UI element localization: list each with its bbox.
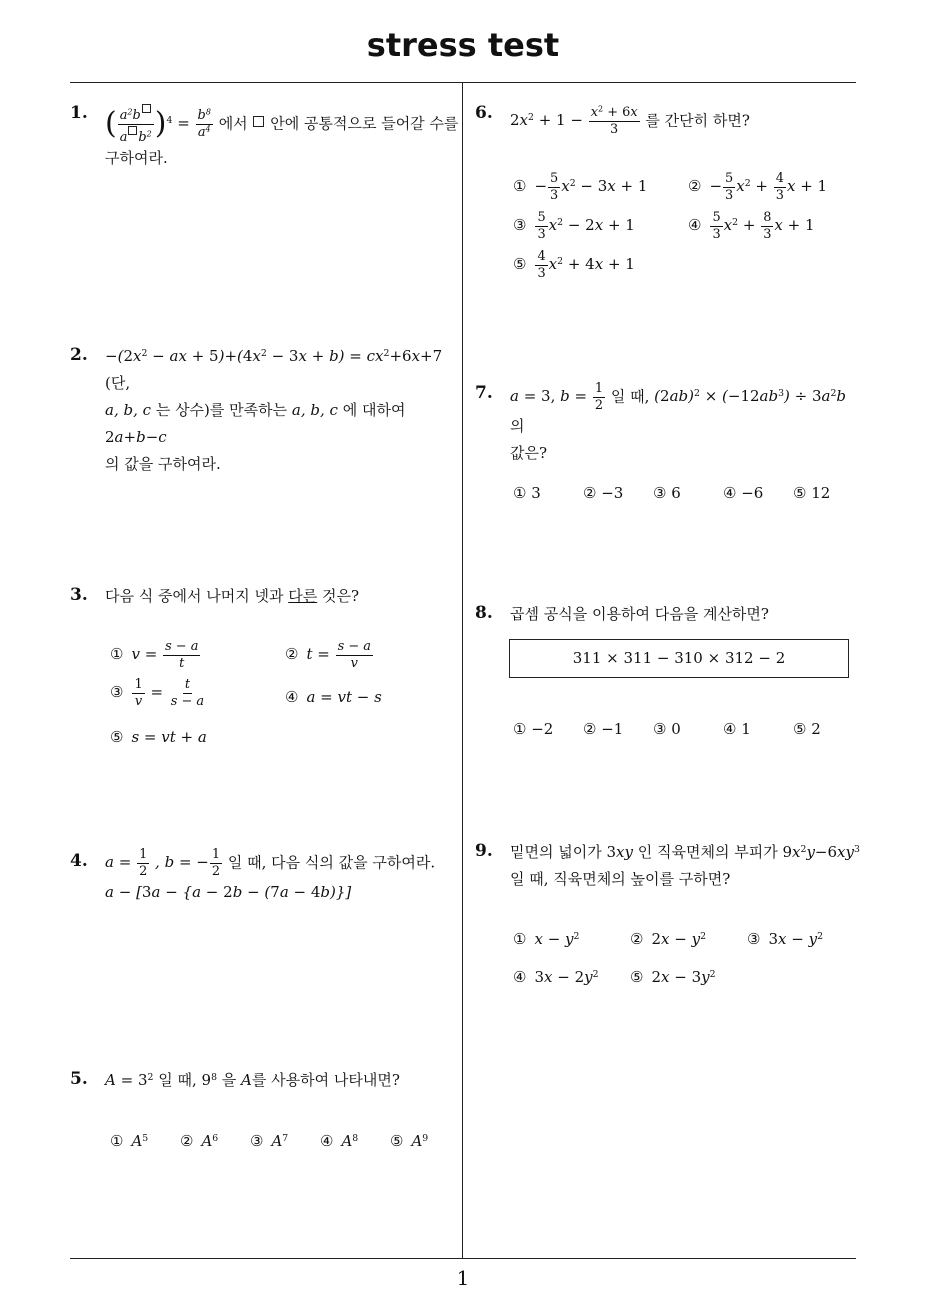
footer-rule bbox=[70, 1258, 856, 1259]
option-3[interactable]: ③ $3x - y^2$ bbox=[747, 930, 823, 948]
question-number: 9. bbox=[475, 841, 493, 861]
question-8 bbox=[475, 600, 860, 750]
option-5[interactable]: ⑤ s = vt + a bbox=[110, 728, 207, 746]
option-5[interactable]: ⑤ $\frac{4}{3}$ $x^2 + 4x + 1$ bbox=[513, 249, 635, 281]
question-number: 2. bbox=[70, 345, 88, 365]
page-number: 1 bbox=[456, 1266, 470, 1290]
option-4[interactable]: ④ −6 bbox=[723, 484, 764, 502]
question-6 bbox=[475, 100, 860, 300]
option-4[interactable]: ④ $3x - 2y^2$ bbox=[513, 968, 599, 986]
question-5 bbox=[70, 1066, 460, 1156]
option-2[interactable]: ② $2x - y^2$ bbox=[630, 930, 706, 948]
header-rule bbox=[70, 82, 856, 83]
question-number: 3. bbox=[70, 585, 88, 605]
question-number: 1. bbox=[70, 103, 88, 123]
expression-box: 311 × 311 − 310 × 312 − 2 bbox=[509, 639, 849, 678]
option-2[interactable]: ② −1 bbox=[583, 720, 624, 738]
page-title: stress test bbox=[366, 26, 560, 64]
option-2[interactable]: ② t = $\frac{s - a}{v}$ bbox=[285, 639, 371, 671]
question-7 bbox=[475, 380, 860, 510]
option-3[interactable]: ③ 6 bbox=[653, 484, 681, 502]
question-number: 5. bbox=[70, 1069, 88, 1089]
option-4[interactable]: ④ a = vt − s bbox=[285, 688, 382, 706]
option-1[interactable]: ① $A^5$ bbox=[110, 1132, 149, 1150]
option-3[interactable]: ③ $\frac{1}{v}$ = $\frac{t}{s - a}$ bbox=[110, 677, 205, 709]
question-text: ( $\frac{a^2b}{a b^2}$ )$^4$ = $\frac{b^8}{a^4}$ 에서 안에 공통적으로 들어갈 수를 구하여라. bbox=[105, 104, 460, 172]
option-1[interactable]: ① $x - y^2$ bbox=[513, 930, 580, 948]
column-divider bbox=[462, 82, 463, 1259]
option-4[interactable]: ④ $\frac{5}{3}$ $x^2$ + $\frac{8}{3}$ x + 1 bbox=[688, 210, 815, 242]
option-3[interactable]: ③ $A^7$ bbox=[250, 1132, 289, 1150]
question-number: 7. bbox=[475, 383, 493, 403]
option-5[interactable]: ⑤ $2x - 3y^2$ bbox=[630, 968, 716, 986]
question-text: a = $\frac{1}{2}$ , b = − $\frac{1}{2}$ 일 때, 다음 식의 값을 구하여라. a − [3a − {a − 2b − (7a − 4b)}] bbox=[105, 847, 436, 901]
option-5[interactable]: ⑤ $A^9$ bbox=[390, 1132, 429, 1150]
option-3[interactable]: ③ 0 bbox=[653, 720, 681, 738]
question-text: $-(2x^2$ − ax + $5)+(4x^2 - 3x + b) = cx^2+6x+7$ (단, a, b, c 는 상수)를 만족하는 a, b, c 에 대하여 2a+b−c 의 값을 구하여라. bbox=[105, 347, 443, 473]
option-2[interactable]: ② −3 bbox=[583, 484, 624, 502]
option-2[interactable]: ② $A^6$ bbox=[180, 1132, 219, 1150]
question-number: 8. bbox=[475, 603, 493, 623]
option-2[interactable]: ② − $\frac{5}{3}$ $x^2$ + $\frac{4}{3}$ x + 1 bbox=[688, 171, 828, 203]
option-3[interactable]: ③ $\frac{5}{3}$ $x^2 - 2x + 1$ bbox=[513, 210, 635, 242]
option-5[interactable]: ⑤ 2 bbox=[793, 720, 821, 738]
question-text: 곱셈 공식을 이용하여 다음을 계산하면? bbox=[510, 605, 769, 623]
question-3 bbox=[70, 582, 460, 752]
option-4[interactable]: ④ $A^8$ bbox=[320, 1132, 359, 1150]
question-text: $A = 3^2$ 일 때, $9^8$ 을 A를 사용하여 나타내면? bbox=[105, 1071, 400, 1089]
question-text: 다음 식 중에서 나머지 넷과 다른 것은? bbox=[105, 587, 360, 605]
question-9 bbox=[475, 838, 860, 988]
question-text: $2x^2 + 1$ − $\frac{x^2 + 6x}{3}$ 를 간단히 하면? bbox=[510, 104, 750, 137]
option-1[interactable]: ① −2 bbox=[513, 720, 554, 738]
question-text: 밑면의 넓이가 3xy 인 직육면체의 부피가 $9x^2y-6xy^3$ 일 때, 직육면체의 높이를 구하면? bbox=[510, 843, 860, 888]
question-text: a = 3, b = $\frac{1}{2}$ 일 때, $(2ab)^2 \times (-12ab^3) \div 3a^2b$ 의 값은? bbox=[510, 381, 847, 462]
option-1[interactable]: ① v = $\frac{s - a}{t}$ bbox=[110, 639, 199, 671]
option-1[interactable]: ① − $\frac{5}{3}$ $x^2 - 3x + 1$ bbox=[513, 171, 648, 203]
question-number: 6. bbox=[475, 103, 493, 123]
question-number: 4. bbox=[70, 851, 88, 871]
option-1[interactable]: ① 3 bbox=[513, 484, 541, 502]
option-4[interactable]: ④ 1 bbox=[723, 720, 751, 738]
option-5[interactable]: ⑤ 12 bbox=[793, 484, 831, 502]
